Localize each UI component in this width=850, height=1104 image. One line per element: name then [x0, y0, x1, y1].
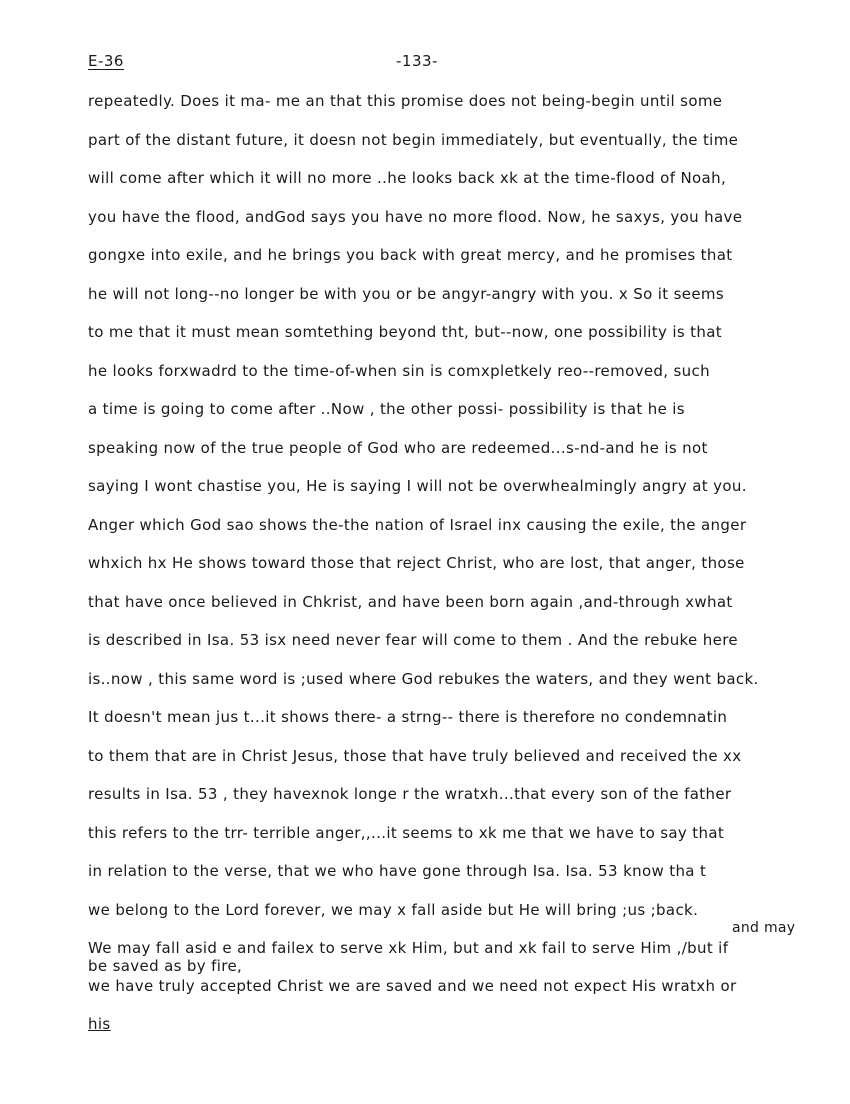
text-line: repeatedly. Does it ma- me an that this promise does not being-begin until some	[88, 92, 723, 110]
text-line: that have once believed in Chkrist, and have been born again ,and-through xwhat	[88, 593, 733, 611]
text-line: whxich hx He shows toward those that reject Christ, who are lost, that anger, those	[88, 554, 745, 572]
text-line: to them that are in Christ Jesus, those that have truly believed and received the xx	[88, 747, 742, 765]
text-line: we belong to the Lord forever, we may x fall aside but He will bring ;us ;back.	[88, 901, 699, 919]
text-line: results in Isa. 53 , they havexnok longe r the wratxh...that every son of the father	[88, 785, 732, 803]
text-line: this refers to the trr- terrible anger,,...it seems to xk me that we have to say that	[88, 824, 725, 842]
text-line: speaking now of the true people of God who are redeemed...s-nd-and he is not	[88, 439, 708, 457]
margin-note: and may	[732, 920, 796, 936]
inserted-text-line: be saved as by fire,	[88, 957, 243, 975]
text-line: Anger which God sao shows the-the nation of Israel inx causing the exile, the anger	[88, 516, 747, 534]
text-line: his	[88, 1015, 111, 1033]
text-line: will come after which it will no more ..he looks back xk at the time-flood of Noah,	[88, 169, 727, 187]
text-line: gongxe into exile, and he brings you back with great mercy, and he promises that	[88, 246, 733, 264]
document-code: E-36	[88, 52, 124, 70]
text-line: part of the distant future, it doesn not begin immediately, but eventually, the time	[88, 131, 739, 149]
text-line: is..now , this same word is ;used where God rebukes the waters, and they went back.	[88, 670, 759, 688]
text-line: in relation to the verse, that we who have gone through Isa. Isa. 53 know tha t	[88, 862, 707, 880]
text-line: We may fall asid e and failex to serve xk Him, but and xk fail to serve Him ,/but if	[88, 939, 729, 957]
text-line: is described in Isa. 53 isx need never fear will come to them . And the rebuke here	[88, 631, 738, 649]
text-line: saying I wont chastise you, He is saying I will not be overwhealmingly angry at you.	[88, 477, 747, 495]
text-line: to me that it must mean somtething beyond tht, but--now, one possibility is that	[88, 323, 723, 341]
text-line: he will not long--no longer be with you or be angyr-angry with you. x So it seems	[88, 285, 725, 303]
text-line: he looks forxwadrd to the time-of-when sin is comxpletkely reo--removed, such	[88, 362, 710, 380]
text-line: we have truly accepted Christ we are saved and we need not expect His wratxh or	[88, 977, 737, 995]
text-line: It doesn't mean jus t...it shows there- a strng-- there is therefore no condemnatin	[88, 708, 728, 726]
text-line: you have the flood, andGod says you have no more flood. Now, he saxys, you have	[88, 208, 743, 226]
text-line: a time is going to come after ..Now , the other possi- possibility is that he is	[88, 400, 685, 418]
page-number: -133-	[396, 52, 438, 70]
